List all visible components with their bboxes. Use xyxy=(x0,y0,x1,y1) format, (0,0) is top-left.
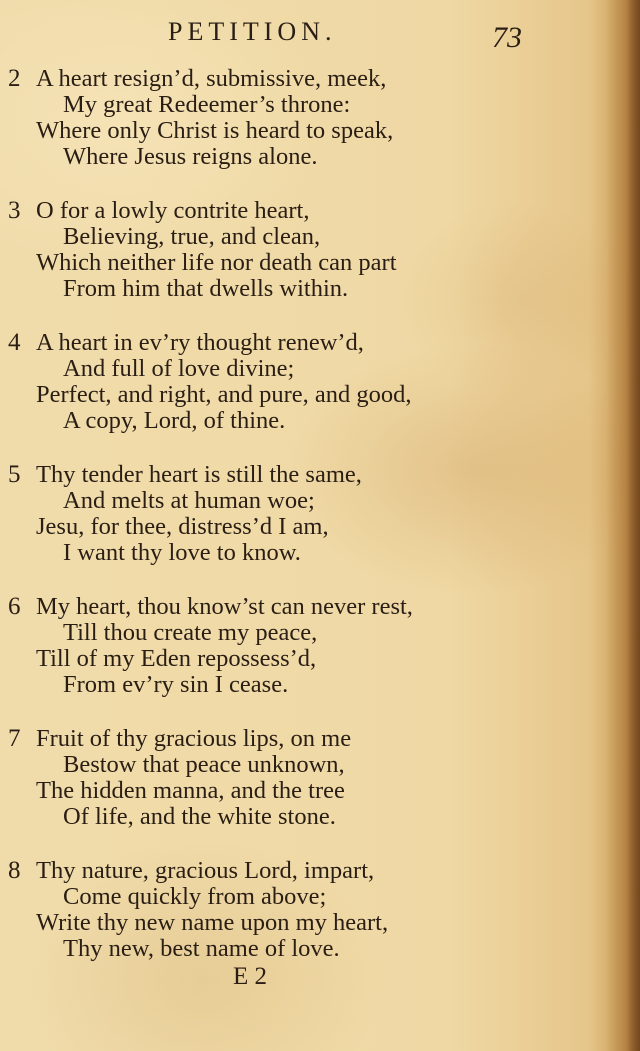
verse-line: Till thou create my peace, xyxy=(63,619,318,646)
hymn-text xyxy=(0,66,600,990)
page-spine-shadow xyxy=(606,0,640,1051)
verse-line: Of life, and the white stone. xyxy=(63,803,336,830)
verse-line: Believing, true, and clean, xyxy=(63,223,321,250)
verse-line: My heart, thou know’st can never rest, xyxy=(36,593,413,620)
stanza xyxy=(0,858,600,962)
verse-line: Thy new, best name of love. xyxy=(63,935,340,962)
verse-line: Perfect, and right, and pure, and good, xyxy=(36,381,412,408)
stanza-number: 8 xyxy=(8,857,21,884)
verse-line: Write thy new name upon my heart, xyxy=(36,909,389,936)
stanza-number: 5 xyxy=(8,461,21,488)
running-title: PETITION. xyxy=(168,17,337,46)
page-number: 73 xyxy=(492,21,522,54)
verse-line: My great Redeemer’s throne: xyxy=(63,91,351,118)
stanza xyxy=(0,198,600,302)
stanza xyxy=(0,66,600,170)
verse-line: From him that dwells within. xyxy=(63,275,349,302)
verse-line: Fruit of thy gracious lips, on me xyxy=(36,725,352,752)
verse-line: And full of love divine; xyxy=(63,355,295,382)
verse-line: A heart in ev’ry thought renew’d, xyxy=(36,329,364,356)
verse-line: Till of my Eden repossess’d, xyxy=(36,645,317,672)
stanza-number: 7 xyxy=(8,725,21,752)
stanza-number: 2 xyxy=(8,65,21,92)
verse-line: Come quickly from above; xyxy=(63,883,327,910)
verse-line: Thy nature, gracious Lord, impart, xyxy=(36,857,375,884)
verse-line: Thy tender heart is still the same, xyxy=(36,461,362,488)
signature-mark: E 2 xyxy=(233,963,268,990)
page-header xyxy=(0,14,640,54)
stanza xyxy=(0,330,600,434)
verse-line: Bestow that peace unknown, xyxy=(63,751,345,778)
stanza-number: 6 xyxy=(8,593,21,620)
verse-line: From ev’ry sin I cease. xyxy=(63,671,289,698)
verse-line: O for a lowly contrite heart, xyxy=(36,197,310,224)
verse-line: A copy, Lord, of thine. xyxy=(63,407,286,434)
verse-line: I want thy love to know. xyxy=(63,539,301,566)
verse-line: Where Jesus reigns alone. xyxy=(63,143,318,170)
stanza xyxy=(0,594,600,698)
verse-line: Jesu, for thee, distress’d I am, xyxy=(36,513,329,540)
stanza-number: 4 xyxy=(8,329,21,356)
stanza xyxy=(0,726,600,830)
stanza xyxy=(0,462,600,566)
verse-line: Which neither life nor death can part xyxy=(36,249,397,276)
verse-line: And melts at human woe; xyxy=(63,487,315,514)
verse-line: The hidden manna, and the tree xyxy=(36,777,345,804)
stanza-number: 3 xyxy=(8,197,21,224)
verse-line: A heart resign’d, submissive, meek, xyxy=(36,65,387,92)
verse-line: Where only Christ is heard to speak, xyxy=(36,117,394,144)
